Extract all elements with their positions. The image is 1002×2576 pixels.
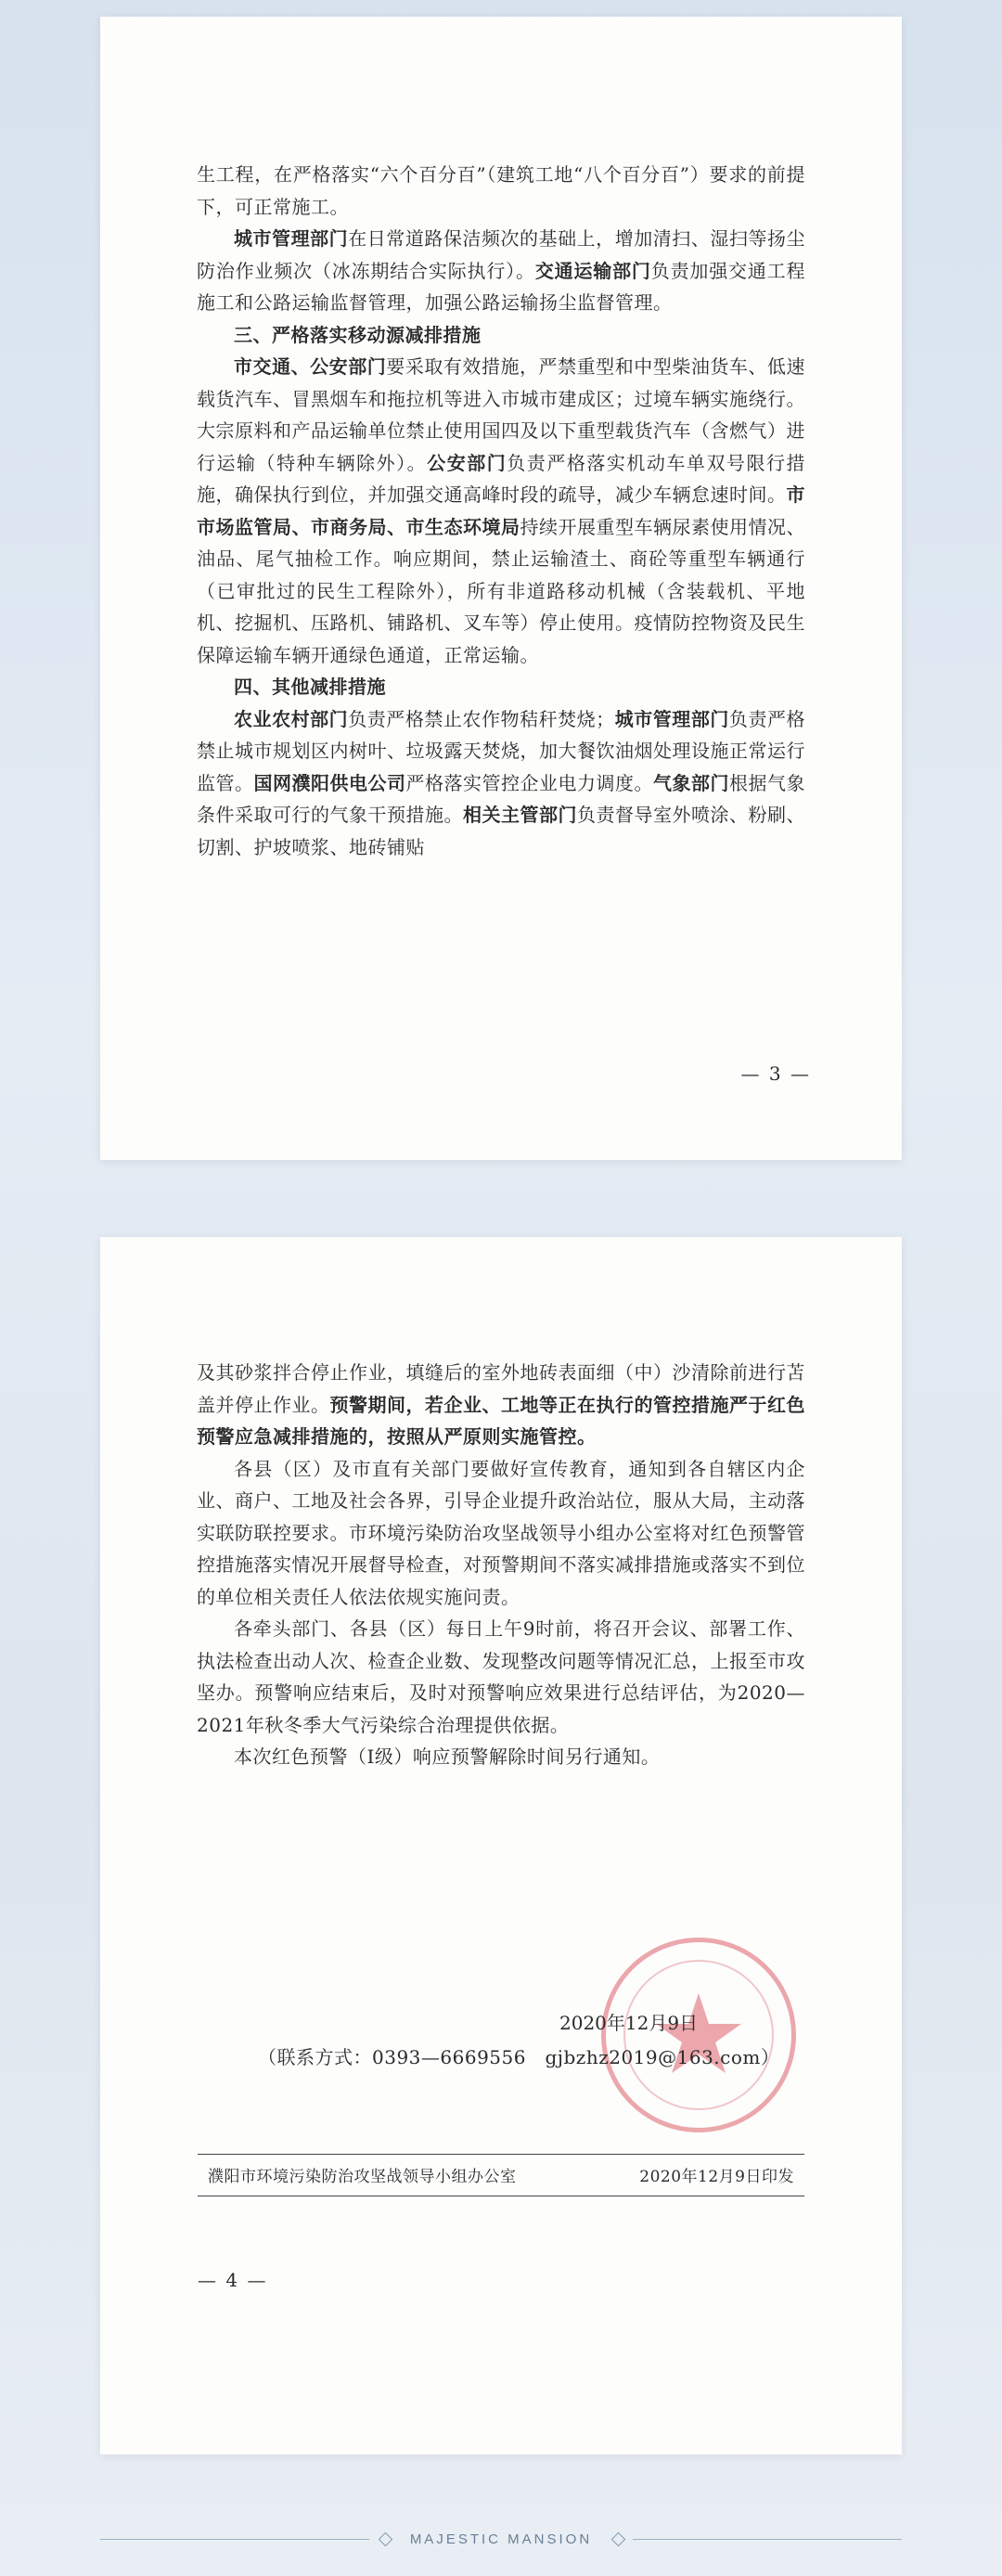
bold-text: 气象部门: [653, 771, 729, 794]
official-seal-stamp: [601, 1938, 796, 2132]
document-page-3: [100, 17, 902, 1160]
body-text: 根据气象条件采取可行的气象干预措施。: [197, 771, 805, 826]
bold-text: 城市管理部门: [234, 227, 349, 250]
bold-text: 三、严格落实移动源减排措施: [234, 323, 482, 346]
document-page-4: [100, 1237, 902, 2454]
bold-text: 交通运输部门: [534, 259, 651, 282]
body-text: 负责严格禁止农作物秸秆焚烧；: [348, 707, 615, 730]
bold-text: 相关主管部门: [463, 804, 577, 826]
bold-text: 农业农村部门: [234, 707, 349, 730]
brand-divider-right: [633, 2539, 902, 2540]
bold-text: 市交通、公安部门: [234, 355, 387, 378]
body-text: 负责严格落实机动车单双号限行措施，确保执行到位，并加强交通高峰时段的疏导，减少车辆怠速时间。: [197, 451, 806, 506]
footer-organization: 濮阳市环境污染防治攻坚战领导小组办公室: [208, 2168, 517, 2186]
body-text: 在日常道路保洁频次的基础上，增加清扫、湿扫等扬尘防治作业频次（冰冻期结合实际执行）。: [197, 227, 806, 282]
page-3-body: [197, 159, 805, 863]
body-text: 生工程，在严格落实“六个百分百”（建筑工地“八个百分百”）要求的前提下，可正常施工。: [197, 163, 805, 218]
bold-text: 预警期间，若企业、工地等正在执行的管控措施严于红色预警应急减排措施的，按照从严原则实施管控。: [197, 1393, 805, 1448]
paragraph: [197, 1453, 805, 1614]
body-text: 负责督导室外喷涂、粉刷、切割、护坡喷浆、地砖铺贴: [197, 804, 805, 858]
paragraph: [197, 1741, 805, 1773]
body-text: 持续开展重型车辆尿素使用情况、油品、尾气抽检工作。响应期间，禁止运输渣土、商砼等重型车辆通行（已审批过的民生工程除外），所有非道路移动机械（含装载机、平地机、挖掘机、压路机、铺路机、叉车等）停止使用。疫情防控物资及民生保障运输车辆开通绿色通道，正常运输。: [197, 515, 805, 666]
paragraph: [197, 159, 805, 223]
body-text: 本次红色预警（I级）响应预警解除时间另行通知。: [234, 1745, 661, 1768]
paragraph: [197, 703, 805, 864]
page-number: — 3 —: [740, 1063, 811, 1085]
bold-text: 市市场监管局、市商务局、市生态环境局: [197, 483, 805, 538]
footer-rule-top: [198, 2154, 804, 2155]
body-text: 严格落实管控企业电力调度。: [405, 771, 653, 794]
issue-date: 2020年12月9日: [559, 2012, 699, 2034]
body-text: 负责加强交通工程施工和公路运输监督管理，加强公路运输扬尘监督管理。: [197, 259, 806, 314]
page-4-body: [197, 1357, 805, 1773]
paragraph: [197, 223, 805, 319]
brand-footer: MAJESTIC MANSION: [409, 2531, 593, 2547]
bold-text: 四、其他减排措施: [234, 676, 386, 698]
paragraph: [197, 351, 805, 671]
body-text: 要采取有效措施，严禁重型和中型柴油货车、低速载货汽车、冒黑烟车和拖拉机等进入市城市建成区；过境车辆实施绕行。大宗原料和产品运输单位禁止使用国四及以下重型载货汽车（含燃气）进行运输（特种车辆除外）。: [197, 355, 806, 474]
bold-text: 公安部门: [427, 451, 507, 474]
body-text: 负责严格禁止城市规划区内树叶、垃圾露天焚烧，加大餐饮油烟处理设施正常运行监管。: [197, 707, 806, 794]
bold-text: 国网濮阳供电公司: [253, 771, 406, 794]
contact-info: （联系方式：0393—6669556 gjbzhz2019@163.com）: [258, 2046, 780, 2068]
body-text: 各牵头部门、各县（区）每日上午9时前，将召开会议、部署工作、执法检查出动人次、检查企业数、发现整改问题等情况汇总，上报至市攻坚办。预警响应结束后，及时对预警响应效果进行总结评估，为2020—2021年秋冬季大气污染综合治理提供依据。: [197, 1617, 805, 1736]
bold-text: 城市管理部门: [614, 707, 729, 730]
body-text: 及其砂浆拌合停止作业，填缝后的室外地砖表面细（中）沙清除前进行苫盖并停止作业。: [197, 1361, 805, 1416]
body-text: 各县（区）及市直有关部门要做好宣传教育，通知到各自辖区内企业、商户、工地及社会各界，引导企业提升政治站位，服从大局，主动落实联防联控要求。市环境污染防治攻坚战领导小组办公室将对红色预警管控措施落实情况开展督导检查，对预警期间不落实减排措施或落实不到位的单位相关责任人依法依规实施问责。: [197, 1457, 805, 1608]
page-number: — 4 —: [198, 2269, 268, 2291]
footer-print-date: 2020年12月9日印发: [639, 2168, 794, 2186]
paragraph: [197, 1357, 805, 1453]
section-heading: [197, 671, 805, 703]
paragraph: [197, 1613, 805, 1741]
section-heading: [197, 319, 805, 352]
